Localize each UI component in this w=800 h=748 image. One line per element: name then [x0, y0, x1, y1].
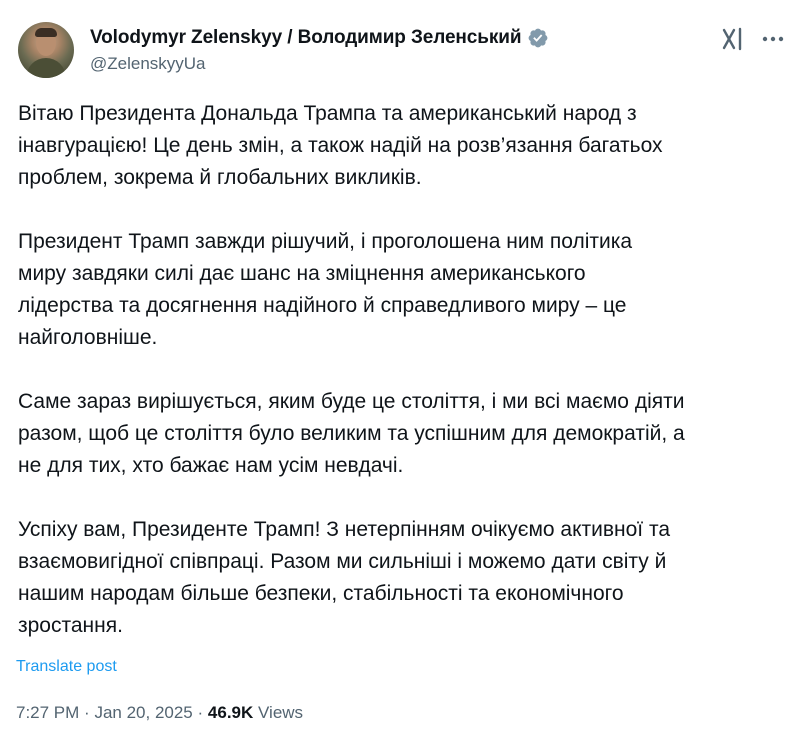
post-paragraph: Президент Трамп завжди рішучий, і проголошена ним політика миру завдяки силі дає шанс на зміцнення американського лідерства та досягнення надійного й справедливого миру – це найголовніше. — [18, 230, 633, 349]
views-label: Views — [258, 703, 304, 722]
more-options-icon[interactable] — [760, 26, 786, 52]
translate-post-link[interactable]: Translate post — [16, 658, 117, 675]
avatar-shirt — [26, 58, 66, 78]
meta-separator: · — [84, 703, 90, 722]
grok-icon[interactable] — [720, 26, 746, 52]
verified-badge-icon — [527, 27, 549, 49]
avatar-hair — [35, 28, 57, 37]
author-display-name[interactable]: Volodymyr Zelenskyy / Володимир Зеленський — [90, 27, 522, 48]
meta-separator: · — [197, 703, 204, 722]
post-paragraph: Саме зараз вирішується, яким буде це століття, і ми всі маємо діяти разом, щоб це століття було великим та успішним для демократій, а не для тих, хто бажає нам усім невдачі. — [18, 390, 685, 477]
post-body — [18, 98, 788, 642]
post-paragraph: Успіху вам, Президенте Трамп! З нетерпінням очікуємо активної та взаємовигідної співпраці. Разом ми сильніші і можемо дати світу й нашим народам більше безпеки, стабільності та економічного зростання. — [18, 518, 671, 637]
post-date[interactable]: Jan 20, 2025 — [94, 703, 193, 722]
author-name-row[interactable] — [90, 26, 549, 50]
post-meta — [16, 703, 303, 723]
avatar[interactable] — [18, 22, 74, 78]
author-handle[interactable]: @ZelenskyyUa — [90, 54, 206, 73]
views-count: 46.9K — [207, 703, 254, 722]
post-paragraph: Вітаю Президента Дональда Трампа та американський народ з інавгурацією! Це день змін, а також надій на розв’язання багатьох проблем, зокрема й глобальних викликів. — [18, 102, 663, 189]
post-header — [18, 22, 788, 80]
post-time[interactable]: 7:27 PM — [16, 703, 80, 722]
